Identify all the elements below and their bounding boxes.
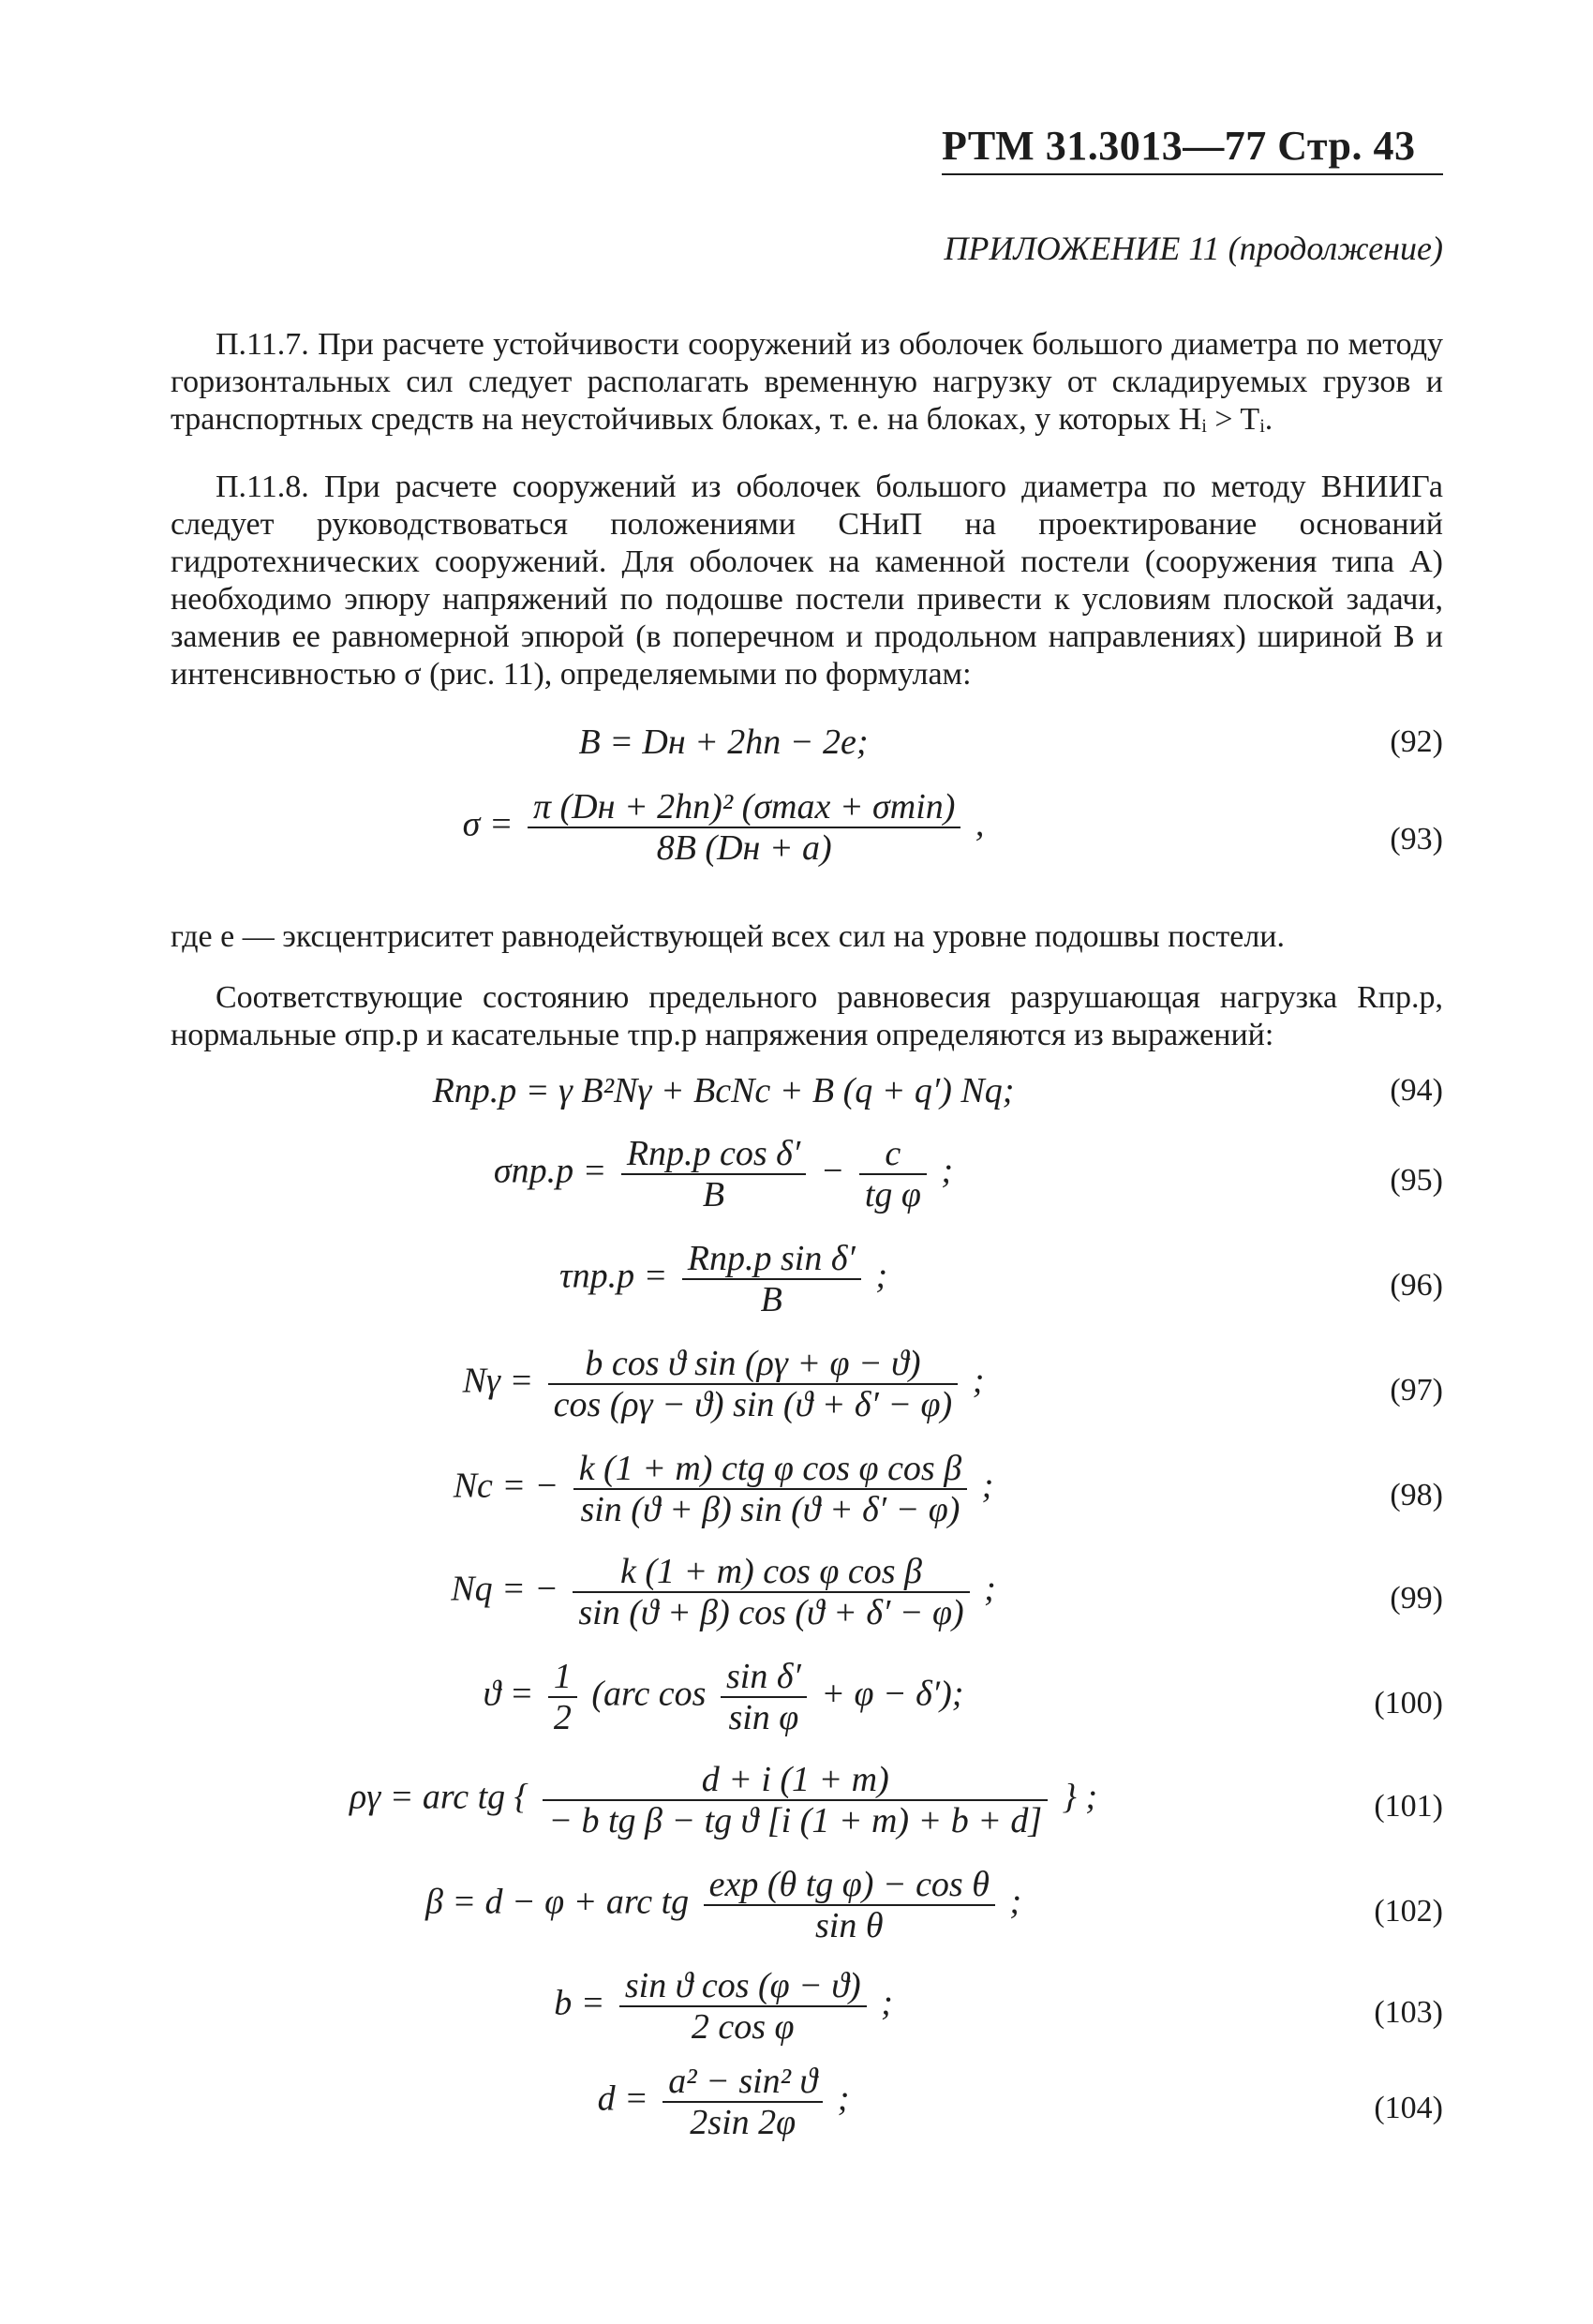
equation-number: (99)	[1390, 1581, 1443, 1616]
equation-96	[171, 1239, 1443, 1333]
equation-lhs: Nc = −	[453, 1466, 559, 1506]
equation-tail: + φ − δ′);	[821, 1674, 964, 1714]
numerator: c	[859, 1134, 927, 1175]
equation-number: (100)	[1374, 1686, 1443, 1721]
equation-number: (97)	[1390, 1373, 1443, 1408]
equation-lhs: σ =	[462, 804, 514, 844]
fraction	[663, 2062, 823, 2142]
equation-number: (103)	[1374, 1995, 1443, 2030]
equation-number: (94)	[1390, 1073, 1443, 1108]
equation-formula	[171, 1344, 1276, 1424]
equation-100	[171, 1657, 1443, 1750]
numerator: k (1 + m) cos φ cos β	[573, 1552, 969, 1593]
equation-97	[171, 1344, 1443, 1438]
equation-number: (104)	[1374, 2091, 1443, 2125]
equation-formula	[171, 1239, 1276, 1319]
equation-formula	[171, 1449, 1276, 1529]
numerator: Rпр.р cos δ′	[621, 1134, 806, 1175]
fraction	[548, 1657, 577, 1737]
equation-103	[171, 1966, 1443, 2060]
equation-102	[171, 1865, 1443, 1959]
equation-tail: ;	[941, 1151, 954, 1191]
equation-formula	[171, 1865, 1276, 1945]
equation-tail: ;	[972, 1361, 985, 1401]
numerator: d + i (1 + m)	[543, 1760, 1048, 1801]
equation-lhs: ϑ =	[483, 1674, 534, 1714]
paragraph-limit-state: Соответствующие состоянию предельного равновесия разрушающая нагрузка Rпр.р, нормальные σпр.р и касательные τпр.р напряжения определяются из выражений:	[171, 980, 1443, 1052]
equation-formula	[171, 2062, 1276, 2142]
page-header: РТМ 31.3013—77 Стр. 43	[942, 122, 1443, 175]
equation-number: (102)	[1374, 1894, 1443, 1929]
denominator: 2	[553, 1698, 572, 1737]
appendix-heading: ПРИЛОЖЕНИЕ 11 (продолжение)	[944, 230, 1443, 267]
equation-number: (95)	[1390, 1163, 1443, 1198]
equation-lhs: β = d − φ + arc tg	[424, 1882, 690, 1922]
equation-99	[171, 1552, 1443, 1646]
equation-104	[171, 2062, 1443, 2155]
equation-tail: ;	[1009, 1882, 1022, 1922]
equation-formula	[171, 1552, 1276, 1632]
equation-lhs: Nγ =	[462, 1361, 534, 1401]
denominator: sin (ϑ + β) cos (ϑ + δ′ − φ)	[578, 1593, 964, 1632]
denominator: tg φ	[864, 1175, 921, 1214]
equation-lhs: τпр.р =	[559, 1256, 668, 1296]
numerator: Rпр.р sin δ′	[682, 1239, 861, 1280]
equation-formula: Rпр.р = γ B²Nγ + BcNc + B (q + q′) Nq;	[432, 1071, 1015, 1110]
equation-formula	[171, 1966, 1276, 2047]
fraction	[573, 1552, 969, 1632]
equation-tail: ;	[984, 1569, 996, 1609]
equation-formula	[171, 1657, 1276, 1737]
fraction	[543, 1760, 1048, 1840]
equation-formula: B = Dн + 2hп − 2e;	[578, 723, 869, 762]
equation-tail: ;	[881, 1983, 893, 2023]
equation-93	[171, 787, 1443, 890]
equation-lhs: σпр.р =	[493, 1151, 607, 1191]
equation-number: (92)	[1390, 724, 1443, 759]
equation-formula	[171, 787, 1276, 868]
equation-number: (98)	[1390, 1478, 1443, 1512]
numerator: exp (θ tg φ) − cos θ	[704, 1865, 995, 1906]
paragraph-eccentricity: где e — эксцентриситет равнодействующей всех сил на уровне подошвы постели.	[171, 919, 1286, 954]
equation-lhs: d =	[597, 2078, 648, 2119]
equation-number: (101)	[1374, 1789, 1443, 1824]
numerator: 1	[548, 1657, 577, 1698]
denominator: sin (ϑ + β) sin (ϑ + δ′ − φ)	[580, 1490, 960, 1529]
fraction	[528, 787, 960, 868]
equation-tail: } ;	[1062, 1777, 1097, 1817]
equation-lhs: b =	[554, 1983, 605, 2023]
denominator: cos (ργ − ϑ) sin (ϑ + δ′ − φ)	[553, 1385, 953, 1424]
equation-formula	[171, 1760, 1276, 1840]
equation-tail: ;	[837, 2078, 850, 2119]
equation-formula	[171, 1134, 1276, 1214]
fraction	[859, 1134, 927, 1214]
denominator: 8B (Dн + a)	[656, 828, 832, 868]
equation-lhs: ργ = arc tg {	[349, 1777, 529, 1817]
equation-number: (93)	[1390, 822, 1443, 857]
equation-95	[171, 1134, 1443, 1228]
denominator: sin θ	[815, 1906, 884, 1945]
equation-number: (96)	[1390, 1268, 1443, 1303]
numerator: sin δ′	[721, 1657, 807, 1698]
fraction	[704, 1865, 995, 1945]
equation-mid: (arc cos	[591, 1674, 707, 1714]
denominator: 2sin 2φ	[690, 2103, 796, 2142]
denominator: sin φ	[728, 1698, 799, 1737]
paragraph-11-7: П.11.7. При расчете устойчивости сооружений из оболочек большого диаметра по методу горизонтальных сил следует располагать временную нагрузку от складируемых грузов и транспортных средств на неустойчивых блоках, т. е. на блоках, у которых Hᵢ > Tᵢ.	[171, 327, 1443, 437]
denominator: B	[702, 1175, 725, 1214]
numerator: b cos ϑ sin (ργ + φ − ϑ)	[548, 1344, 959, 1385]
equation-101	[171, 1760, 1443, 1854]
paragraph-11-8: П.11.8. При расчете сооружений из оболочек большого диаметра по методу ВНИИГа следует руководствоваться положениями СНиП на проектирование оснований гидротехнических сооружений. Для оболочек на каменной постели (сооружения типа А) необходимо эпюру напряжений по подошве постели привести к условиям плоской задачи, заменив ее равномерной эпюрой (в поперечном и продольном направлениях) шириной B и интенсивностью σ (рис. 11), определяемыми по формулам:	[171, 469, 1443, 692]
numerator: sin ϑ cos (φ − ϑ)	[619, 1966, 867, 2007]
denominator: B	[760, 1280, 782, 1319]
numerator: k (1 + m) ctg φ cos φ cos β	[573, 1449, 967, 1490]
equation-98	[171, 1449, 1443, 1542]
fraction	[682, 1239, 861, 1319]
equation-tail: ;	[981, 1466, 994, 1506]
denominator: − b tg β − tg ϑ [i (1 + m) + b + d]	[548, 1801, 1043, 1840]
fraction	[619, 1966, 867, 2047]
denominator: 2 cos φ	[691, 2007, 795, 2047]
numerator: π (Dн + 2hп)² (σmax + σmin)	[528, 787, 960, 828]
fraction	[621, 1134, 806, 1214]
equation-tail: ,	[975, 804, 985, 844]
equation-lhs: Nq = −	[451, 1569, 558, 1609]
equation-tail: ;	[875, 1256, 887, 1296]
equation-mid: −	[820, 1151, 845, 1191]
numerator: a² − sin² ϑ	[663, 2062, 823, 2103]
fraction	[573, 1449, 967, 1529]
fraction	[721, 1657, 807, 1737]
fraction	[548, 1344, 959, 1424]
